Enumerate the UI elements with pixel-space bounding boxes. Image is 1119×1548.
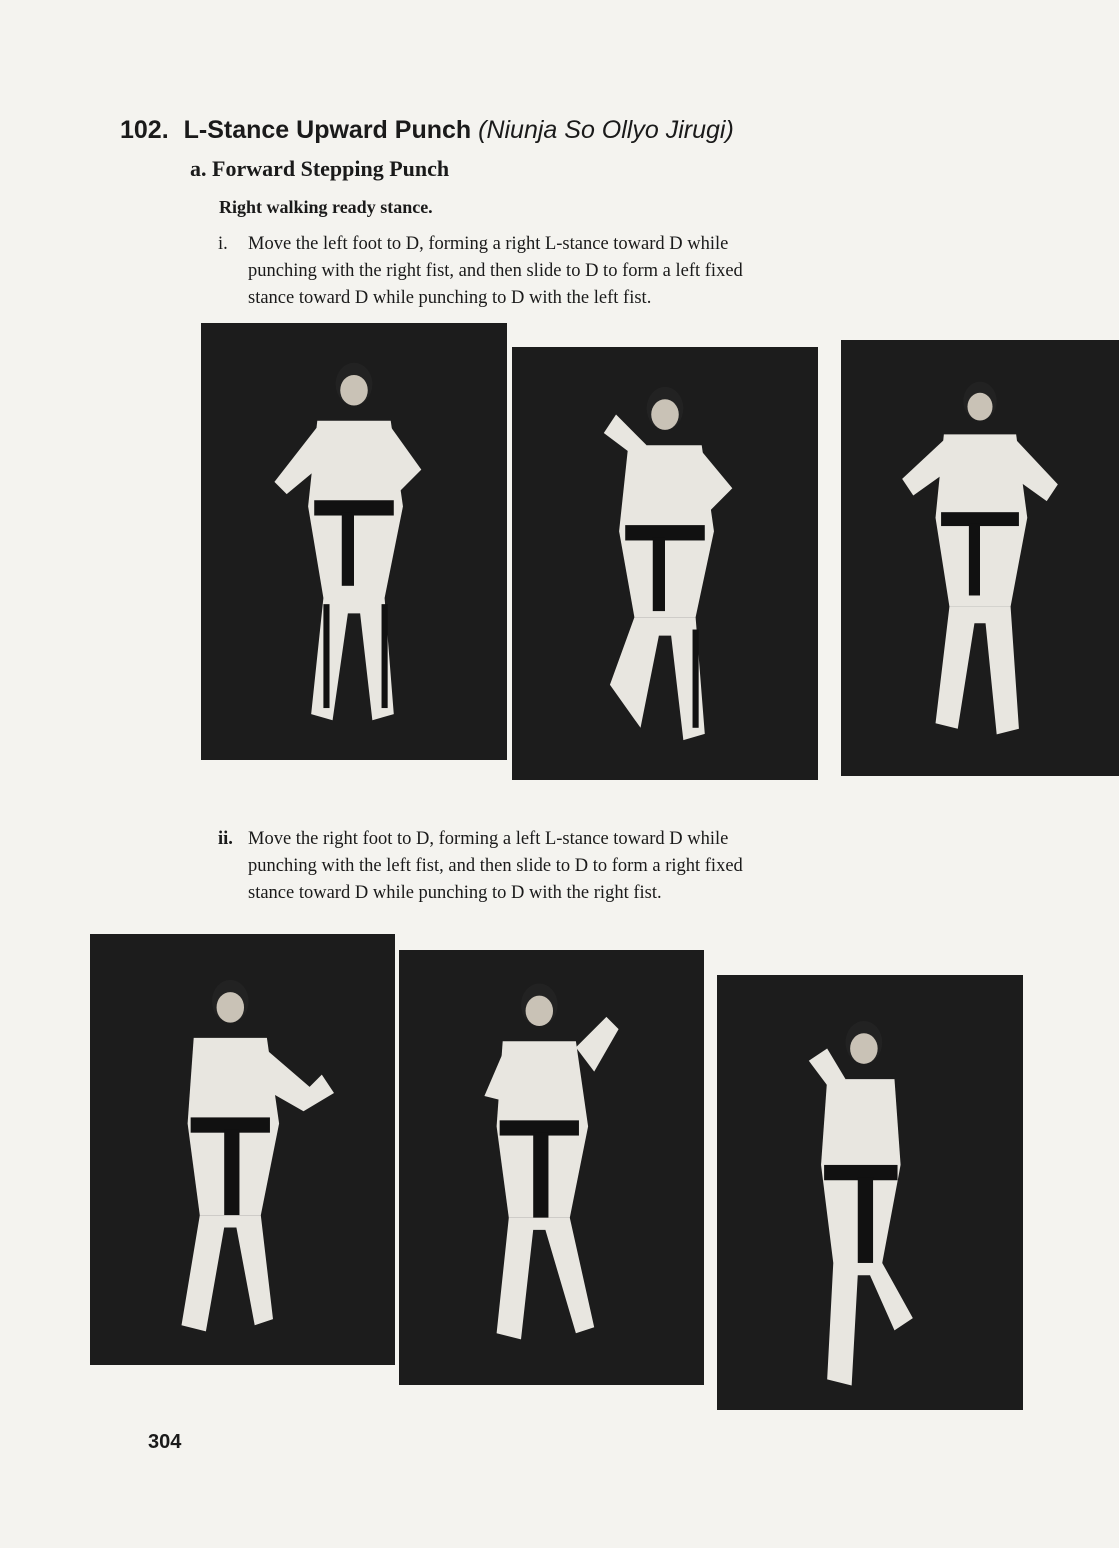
photo-step-i-1 [201,323,507,760]
section-heading [120,116,734,145]
step-line: punching with the right fist, and then slide to D to form a left fixed [248,261,743,281]
section-number: 102. [120,116,169,144]
step-line: stance toward D while punching to D with the right fist. [248,883,662,903]
step-line: stance toward D while punching to D with the left fist. [248,288,652,308]
photo-step-ii-2 [399,950,704,1385]
step-ii [218,826,743,907]
ready-stance: Right walking ready stance. [219,197,433,217]
step-marker: i. [218,234,228,254]
page-number: 304 [148,1431,182,1453]
step-i [218,231,743,312]
section-korean-title: (Niunja So Ollyo Jirugi) [478,116,734,144]
step-marker: ii. [218,829,233,849]
martial-artist-figure [90,934,395,1365]
photo-step-i-3 [841,340,1119,776]
photo-step-ii-1 [90,934,395,1365]
photo-step-ii-3 [717,975,1023,1410]
step-line: punching with the left fist, and then slide to D to form a right fixed [248,856,743,876]
step-line: Move the left foot to D, forming a right L-stance toward D while [248,234,729,254]
subheading: a. Forward Stepping Punch [190,156,450,181]
photo-step-i-2 [512,347,818,780]
martial-artist-figure [717,975,1023,1410]
martial-artist-figure [841,340,1119,776]
section-title: L-Stance Upward Punch [183,116,472,144]
martial-artist-figure [399,950,704,1385]
martial-artist-figure [201,323,507,760]
martial-artist-figure [512,347,818,780]
step-line: Move the right foot to D, forming a left L-stance toward D while [248,829,729,849]
